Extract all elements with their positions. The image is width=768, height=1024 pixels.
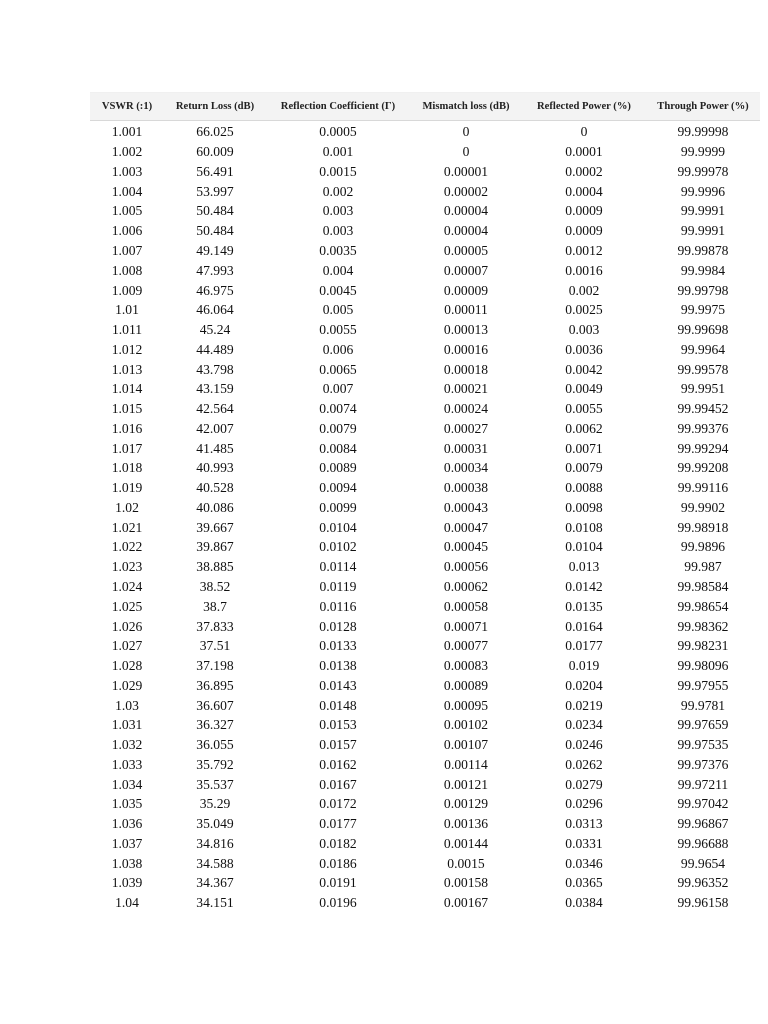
cell-reflection-coefficient: 0.006 — [322, 341, 354, 357]
cell-mismatch-loss: 0.00018 — [443, 361, 489, 377]
cell-reflection-coefficient: 0.0182 — [319, 835, 357, 851]
cell-mismatch-loss: 0.00013 — [443, 322, 489, 338]
cell-reflection-coefficient: 0.0138 — [319, 658, 357, 674]
cell-through-power: 99.97659 — [677, 717, 729, 733]
cell-reflected-power: 0.0055 — [565, 401, 603, 417]
cell-reflected-power: 0.0104 — [565, 539, 603, 555]
cell-reflection-coefficient: 0.0177 — [319, 816, 357, 832]
cell-reflection-coefficient: 0.0157 — [319, 737, 357, 753]
cell-reflected-power: 0.0204 — [565, 677, 603, 693]
cell-reflection-coefficient: 0.003 — [322, 203, 354, 219]
cell-reflected-power: 0.0001 — [565, 144, 603, 160]
cell-return-loss: 46.975 — [196, 282, 234, 298]
cell-return-loss: 40.528 — [196, 480, 234, 496]
cell-return-loss: 34.816 — [196, 835, 234, 851]
header-row — [90, 93, 760, 121]
table-row — [90, 478, 760, 498]
cell-reflection-coefficient: 0.0191 — [319, 875, 357, 891]
cell-mismatch-loss: 0.00001 — [443, 163, 489, 179]
cell-return-loss: 35.049 — [196, 816, 234, 832]
cell-reflected-power: 0.0098 — [565, 499, 603, 515]
cell-through-power: 99.9996 — [680, 183, 726, 199]
cell-vswr: 1.016 — [111, 420, 143, 436]
cell-return-loss: 43.159 — [196, 381, 234, 397]
cell-reflection-coefficient: 0.0116 — [319, 598, 357, 614]
cell-reflected-power: 0.0331 — [565, 835, 603, 851]
cell-through-power: 99.99452 — [677, 401, 729, 417]
cell-mismatch-loss: 0.00034 — [443, 460, 489, 476]
cell-mismatch-loss: 0.00045 — [443, 539, 489, 555]
cell-reflected-power: 0 — [580, 124, 588, 140]
cell-return-loss: 40.086 — [196, 499, 234, 515]
cell-reflected-power: 0.0012 — [565, 242, 603, 258]
cell-reflection-coefficient: 0.0114 — [319, 559, 357, 575]
cell-mismatch-loss: 0.00095 — [443, 697, 489, 713]
cell-reflection-coefficient: 0.007 — [322, 381, 354, 397]
table-row — [90, 616, 760, 636]
cell-return-loss: 36.607 — [196, 697, 234, 713]
cell-through-power: 99.9951 — [680, 381, 726, 397]
table-row — [90, 853, 760, 873]
cell-vswr: 1.013 — [111, 361, 143, 377]
cell-mismatch-loss: 0 — [462, 124, 470, 140]
table-row — [90, 181, 760, 201]
cell-reflected-power: 0.0002 — [565, 163, 603, 179]
cell-reflected-power: 0.0108 — [565, 519, 603, 535]
table-row — [90, 656, 760, 676]
cell-through-power: 99.9991 — [680, 223, 726, 239]
table-row — [90, 695, 760, 715]
cell-through-power: 99.99376 — [677, 420, 729, 436]
cell-return-loss: 45.24 — [199, 322, 231, 338]
table-row — [90, 379, 760, 399]
cell-mismatch-loss: 0.00011 — [444, 302, 488, 318]
cell-vswr: 1.02 — [115, 499, 139, 515]
cell-reflected-power: 0.0279 — [565, 776, 603, 792]
cell-reflection-coefficient: 0.0035 — [319, 242, 357, 258]
cell-return-loss: 36.895 — [196, 677, 234, 693]
cell-vswr: 1.04 — [115, 895, 139, 911]
cell-vswr: 1.036 — [111, 816, 143, 832]
cell-mismatch-loss: 0.00062 — [443, 578, 489, 594]
table-row — [90, 873, 760, 893]
cell-reflected-power: 0.0234 — [565, 717, 603, 733]
table-row — [90, 893, 760, 913]
table-row — [90, 241, 760, 261]
cell-through-power: 99.9902 — [680, 499, 726, 515]
cell-mismatch-loss: 0.00107 — [443, 737, 489, 753]
cell-return-loss: 35.792 — [196, 756, 234, 772]
header-through-power: Through Power (%) — [646, 93, 760, 121]
cell-reflected-power: 0.0016 — [565, 262, 603, 278]
cell-reflection-coefficient: 0.001 — [322, 144, 354, 160]
cell-vswr: 1.032 — [111, 737, 143, 753]
cell-mismatch-loss: 0.00043 — [443, 499, 489, 515]
cell-mismatch-loss: 0.00021 — [443, 381, 489, 397]
cell-vswr: 1.005 — [111, 203, 143, 219]
cell-mismatch-loss: 0.00058 — [443, 598, 489, 614]
cell-mismatch-loss: 0.00136 — [443, 816, 489, 832]
cell-through-power: 99.97955 — [677, 677, 729, 693]
cell-through-power: 99.96352 — [677, 875, 729, 891]
table-row — [90, 577, 760, 597]
cell-through-power: 99.97535 — [677, 737, 729, 753]
cell-reflected-power: 0.003 — [568, 322, 600, 338]
cell-through-power: 99.9896 — [680, 539, 726, 555]
cell-reflection-coefficient: 0.0084 — [319, 440, 357, 456]
cell-vswr: 1.001 — [111, 124, 143, 140]
table-row — [90, 359, 760, 379]
cell-vswr: 1.002 — [111, 144, 143, 160]
cell-reflected-power: 0.013 — [568, 559, 600, 575]
cell-mismatch-loss: 0.00016 — [443, 341, 489, 357]
cell-return-loss: 50.484 — [196, 223, 234, 239]
cell-vswr: 1.031 — [111, 717, 143, 733]
cell-mismatch-loss: 0.00077 — [443, 638, 489, 654]
cell-reflected-power: 0.0135 — [565, 598, 603, 614]
cell-vswr: 1.017 — [111, 440, 143, 456]
cell-reflection-coefficient: 0.0128 — [319, 618, 357, 634]
cell-vswr: 1.037 — [111, 835, 143, 851]
cell-return-loss: 50.484 — [196, 203, 234, 219]
cell-mismatch-loss: 0.00004 — [443, 203, 489, 219]
cell-reflected-power: 0.0219 — [565, 697, 603, 713]
cell-vswr: 1.033 — [111, 756, 143, 772]
header-return-loss: Return Loss (dB) — [164, 93, 266, 121]
cell-through-power: 99.9999 — [680, 144, 726, 160]
cell-reflected-power: 0.002 — [568, 282, 600, 298]
table-row — [90, 517, 760, 537]
cell-return-loss: 36.055 — [196, 737, 234, 753]
table-row — [90, 675, 760, 695]
cell-reflected-power: 0.0071 — [565, 440, 603, 456]
cell-reflection-coefficient: 0.0074 — [319, 401, 357, 417]
cell-mismatch-loss: 0.00167 — [443, 895, 489, 911]
cell-vswr: 1.006 — [111, 223, 143, 239]
cell-reflected-power: 0.0262 — [565, 756, 603, 772]
cell-reflected-power: 0.0313 — [565, 816, 603, 832]
cell-vswr: 1.004 — [111, 183, 143, 199]
cell-return-loss: 35.537 — [196, 776, 234, 792]
table-row — [90, 715, 760, 735]
cell-return-loss: 37.51 — [199, 638, 231, 654]
cell-reflection-coefficient: 0.0102 — [319, 539, 357, 555]
cell-return-loss: 53.997 — [196, 183, 234, 199]
cell-return-loss: 37.198 — [196, 658, 234, 674]
table-row — [90, 280, 760, 300]
cell-mismatch-loss: 0.00004 — [443, 223, 489, 239]
table-row — [90, 458, 760, 478]
cell-through-power: 99.97042 — [677, 796, 729, 812]
cell-through-power: 99.99798 — [677, 282, 729, 298]
table-row — [90, 537, 760, 557]
cell-through-power: 99.98584 — [677, 578, 729, 594]
cell-mismatch-loss: 0.00071 — [443, 618, 489, 634]
cell-vswr: 1.012 — [111, 341, 143, 357]
table-row — [90, 221, 760, 241]
cell-reflected-power: 0.0296 — [565, 796, 603, 812]
cell-through-power: 99.99116 — [677, 480, 729, 496]
cell-reflection-coefficient: 0.0104 — [319, 519, 357, 535]
table-row — [90, 794, 760, 814]
cell-vswr: 1.015 — [111, 401, 143, 417]
cell-reflection-coefficient: 0.0055 — [319, 322, 357, 338]
cell-return-loss: 44.489 — [196, 341, 234, 357]
cell-reflected-power: 0.0079 — [565, 460, 603, 476]
cell-reflection-coefficient: 0.0015 — [319, 163, 357, 179]
cell-return-loss: 49.149 — [196, 242, 234, 258]
cell-return-loss: 38.885 — [196, 559, 234, 575]
cell-reflected-power: 0.0246 — [565, 737, 603, 753]
cell-mismatch-loss: 0 — [462, 144, 470, 160]
cell-vswr: 1.026 — [111, 618, 143, 634]
cell-return-loss: 38.7 — [203, 598, 227, 614]
cell-return-loss: 34.588 — [196, 855, 234, 871]
cell-reflected-power: 0.0384 — [565, 895, 603, 911]
table-row — [90, 418, 760, 438]
cell-mismatch-loss: 0.00144 — [443, 835, 489, 851]
table-row — [90, 399, 760, 419]
cell-vswr: 1.024 — [111, 578, 143, 594]
cell-reflection-coefficient: 0.003 — [322, 223, 354, 239]
cell-vswr: 1.022 — [111, 539, 143, 555]
cell-reflected-power: 0.0009 — [565, 203, 603, 219]
table-row — [90, 339, 760, 359]
cell-through-power: 99.99698 — [677, 322, 729, 338]
cell-vswr: 1.029 — [111, 677, 143, 693]
cell-through-power: 99.98231 — [677, 638, 729, 654]
cell-reflection-coefficient: 0.005 — [322, 302, 354, 318]
cell-vswr: 1.008 — [111, 262, 143, 278]
cell-through-power: 99.9975 — [680, 302, 726, 318]
cell-return-loss: 66.025 — [196, 124, 234, 140]
cell-return-loss: 47.993 — [196, 262, 234, 278]
cell-reflected-power: 0.0177 — [565, 638, 603, 654]
cell-reflection-coefficient: 0.0099 — [319, 499, 357, 515]
cell-mismatch-loss: 0.00089 — [443, 677, 489, 693]
cell-through-power: 99.98096 — [677, 658, 729, 674]
cell-vswr: 1.038 — [111, 855, 143, 871]
cell-reflection-coefficient: 0.0162 — [319, 756, 357, 772]
cell-mismatch-loss: 0.00005 — [443, 242, 489, 258]
cell-return-loss: 56.491 — [196, 163, 234, 179]
cell-reflected-power: 0.0049 — [565, 381, 603, 397]
cell-vswr: 1.011 — [111, 322, 143, 338]
cell-return-loss: 35.29 — [199, 796, 231, 812]
cell-through-power: 99.99878 — [677, 242, 729, 258]
cell-mismatch-loss: 0.00007 — [443, 262, 489, 278]
cell-vswr: 1.009 — [111, 282, 143, 298]
table-row — [90, 320, 760, 340]
cell-reflected-power: 0.0042 — [565, 361, 603, 377]
cell-return-loss: 38.52 — [199, 578, 231, 594]
table-row — [90, 814, 760, 834]
header-mismatch-loss: Mismatch loss (dB) — [410, 93, 522, 121]
cell-through-power: 99.98918 — [677, 519, 729, 535]
cell-return-loss: 39.667 — [196, 519, 234, 535]
cell-vswr: 1.018 — [111, 460, 143, 476]
table-row — [90, 201, 760, 221]
cell-reflection-coefficient: 0.0167 — [319, 776, 357, 792]
cell-mismatch-loss: 0.00002 — [443, 183, 489, 199]
table-header — [90, 93, 760, 121]
cell-mismatch-loss: 0.00024 — [443, 401, 489, 417]
cell-mismatch-loss: 0.00009 — [443, 282, 489, 298]
cell-through-power: 99.99978 — [677, 163, 729, 179]
cell-vswr: 1.035 — [111, 796, 143, 812]
table-row — [90, 438, 760, 458]
cell-reflection-coefficient: 0.0172 — [319, 796, 357, 812]
cell-reflection-coefficient: 0.0119 — [319, 578, 357, 594]
cell-mismatch-loss: 0.00031 — [443, 440, 489, 456]
table-row — [90, 260, 760, 280]
cell-reflection-coefficient: 0.0045 — [319, 282, 357, 298]
cell-mismatch-loss: 0.00114 — [444, 756, 488, 772]
table-row — [90, 498, 760, 518]
cell-reflected-power: 0.0062 — [565, 420, 603, 436]
cell-through-power: 99.99208 — [677, 460, 729, 476]
cell-return-loss: 60.009 — [196, 144, 234, 160]
cell-reflection-coefficient: 0.0133 — [319, 638, 357, 654]
header-vswr: VSWR (:1) — [90, 93, 164, 121]
cell-vswr: 1.027 — [111, 638, 143, 654]
cell-return-loss: 34.151 — [196, 895, 234, 911]
cell-mismatch-loss: 0.00158 — [443, 875, 489, 891]
cell-mismatch-loss: 0.00129 — [443, 796, 489, 812]
cell-through-power: 99.97376 — [677, 756, 729, 772]
cell-reflection-coefficient: 0.0196 — [319, 895, 357, 911]
cell-mismatch-loss: 0.00027 — [443, 420, 489, 436]
vswr-table — [90, 92, 760, 913]
table-row — [90, 300, 760, 320]
cell-vswr: 1.03 — [115, 697, 139, 713]
cell-reflected-power: 0.0004 — [565, 183, 603, 199]
cell-through-power: 99.99294 — [677, 440, 729, 456]
cell-mismatch-loss: 0.00102 — [443, 717, 489, 733]
cell-through-power: 99.99998 — [677, 124, 729, 140]
cell-reflected-power: 0.0036 — [565, 341, 603, 357]
cell-reflection-coefficient: 0.002 — [322, 183, 354, 199]
cell-return-loss: 40.993 — [196, 460, 234, 476]
cell-reflection-coefficient: 0.0143 — [319, 677, 357, 693]
table-row — [90, 636, 760, 656]
cell-reflected-power: 0.0088 — [565, 480, 603, 496]
cell-reflected-power: 0.0365 — [565, 875, 603, 891]
cell-through-power: 99.96867 — [677, 816, 729, 832]
cell-return-loss: 41.485 — [196, 440, 234, 456]
cell-reflection-coefficient: 0.0079 — [319, 420, 357, 436]
table-row — [90, 596, 760, 616]
cell-reflected-power: 0.019 — [568, 658, 600, 674]
cell-through-power: 99.96688 — [677, 835, 729, 851]
cell-vswr: 1.01 — [115, 302, 139, 318]
table-row — [90, 142, 760, 162]
table-row — [90, 774, 760, 794]
cell-reflection-coefficient: 0.004 — [322, 262, 354, 278]
cell-through-power: 99.96158 — [677, 895, 729, 911]
cell-return-loss: 46.064 — [196, 302, 234, 318]
header-reflected-power: Reflected Power (%) — [522, 93, 646, 121]
cell-mismatch-loss: 0.00121 — [443, 776, 489, 792]
cell-through-power: 99.9781 — [680, 697, 726, 713]
cell-reflection-coefficient: 0.0005 — [319, 124, 357, 140]
table-row — [90, 121, 760, 142]
table-row — [90, 735, 760, 755]
cell-return-loss: 34.367 — [196, 875, 234, 891]
cell-reflection-coefficient: 0.0148 — [319, 697, 357, 713]
cell-mismatch-loss: 0.00056 — [443, 559, 489, 575]
cell-reflection-coefficient: 0.0065 — [319, 361, 357, 377]
cell-return-loss: 36.327 — [196, 717, 234, 733]
cell-vswr: 1.014 — [111, 381, 143, 397]
cell-through-power: 99.98654 — [677, 598, 729, 614]
cell-through-power: 99.97211 — [677, 776, 729, 792]
cell-through-power: 99.98362 — [677, 618, 729, 634]
cell-reflected-power: 0.0164 — [565, 618, 603, 634]
cell-return-loss: 43.798 — [196, 361, 234, 377]
cell-reflection-coefficient: 0.0153 — [319, 717, 357, 733]
cell-through-power: 99.9984 — [680, 262, 726, 278]
cell-reflection-coefficient: 0.0094 — [319, 480, 357, 496]
cell-mismatch-loss: 0.00047 — [443, 519, 489, 535]
cell-return-loss: 39.867 — [196, 539, 234, 555]
cell-reflection-coefficient: 0.0186 — [319, 855, 357, 871]
cell-reflected-power: 0.0025 — [565, 302, 603, 318]
cell-vswr: 1.021 — [111, 519, 143, 535]
cell-return-loss: 37.833 — [196, 618, 234, 634]
cell-vswr: 1.019 — [111, 480, 143, 496]
cell-reflected-power: 0.0346 — [565, 855, 603, 871]
cell-return-loss: 42.007 — [196, 420, 234, 436]
cell-mismatch-loss: 0.00038 — [443, 480, 489, 496]
cell-vswr: 1.034 — [111, 776, 143, 792]
cell-mismatch-loss: 0.00083 — [443, 658, 489, 674]
cell-through-power: 99.9964 — [680, 341, 726, 357]
cell-return-loss: 42.564 — [196, 401, 234, 417]
cell-vswr: 1.003 — [111, 163, 143, 179]
cell-through-power: 99.9654 — [680, 855, 726, 871]
cell-vswr: 1.028 — [111, 658, 143, 674]
header-reflection-coefficient: Reflection Coefficient (Γ) — [266, 93, 410, 121]
table-row — [90, 834, 760, 854]
cell-reflected-power: 0.0142 — [565, 578, 603, 594]
table-body — [90, 121, 760, 913]
cell-vswr: 1.025 — [111, 598, 143, 614]
table-row — [90, 755, 760, 775]
cell-through-power: 99.9991 — [680, 203, 726, 219]
cell-vswr: 1.023 — [111, 559, 143, 575]
cell-reflection-coefficient: 0.0089 — [319, 460, 357, 476]
cell-through-power: 99.99578 — [677, 361, 729, 377]
cell-vswr: 1.007 — [111, 242, 143, 258]
table-row — [90, 162, 760, 182]
cell-reflected-power: 0.0009 — [565, 223, 603, 239]
table-row — [90, 557, 760, 577]
cell-through-power: 99.987 — [684, 559, 722, 575]
cell-mismatch-loss: 0.0015 — [447, 855, 485, 871]
cell-vswr: 1.039 — [111, 875, 143, 891]
